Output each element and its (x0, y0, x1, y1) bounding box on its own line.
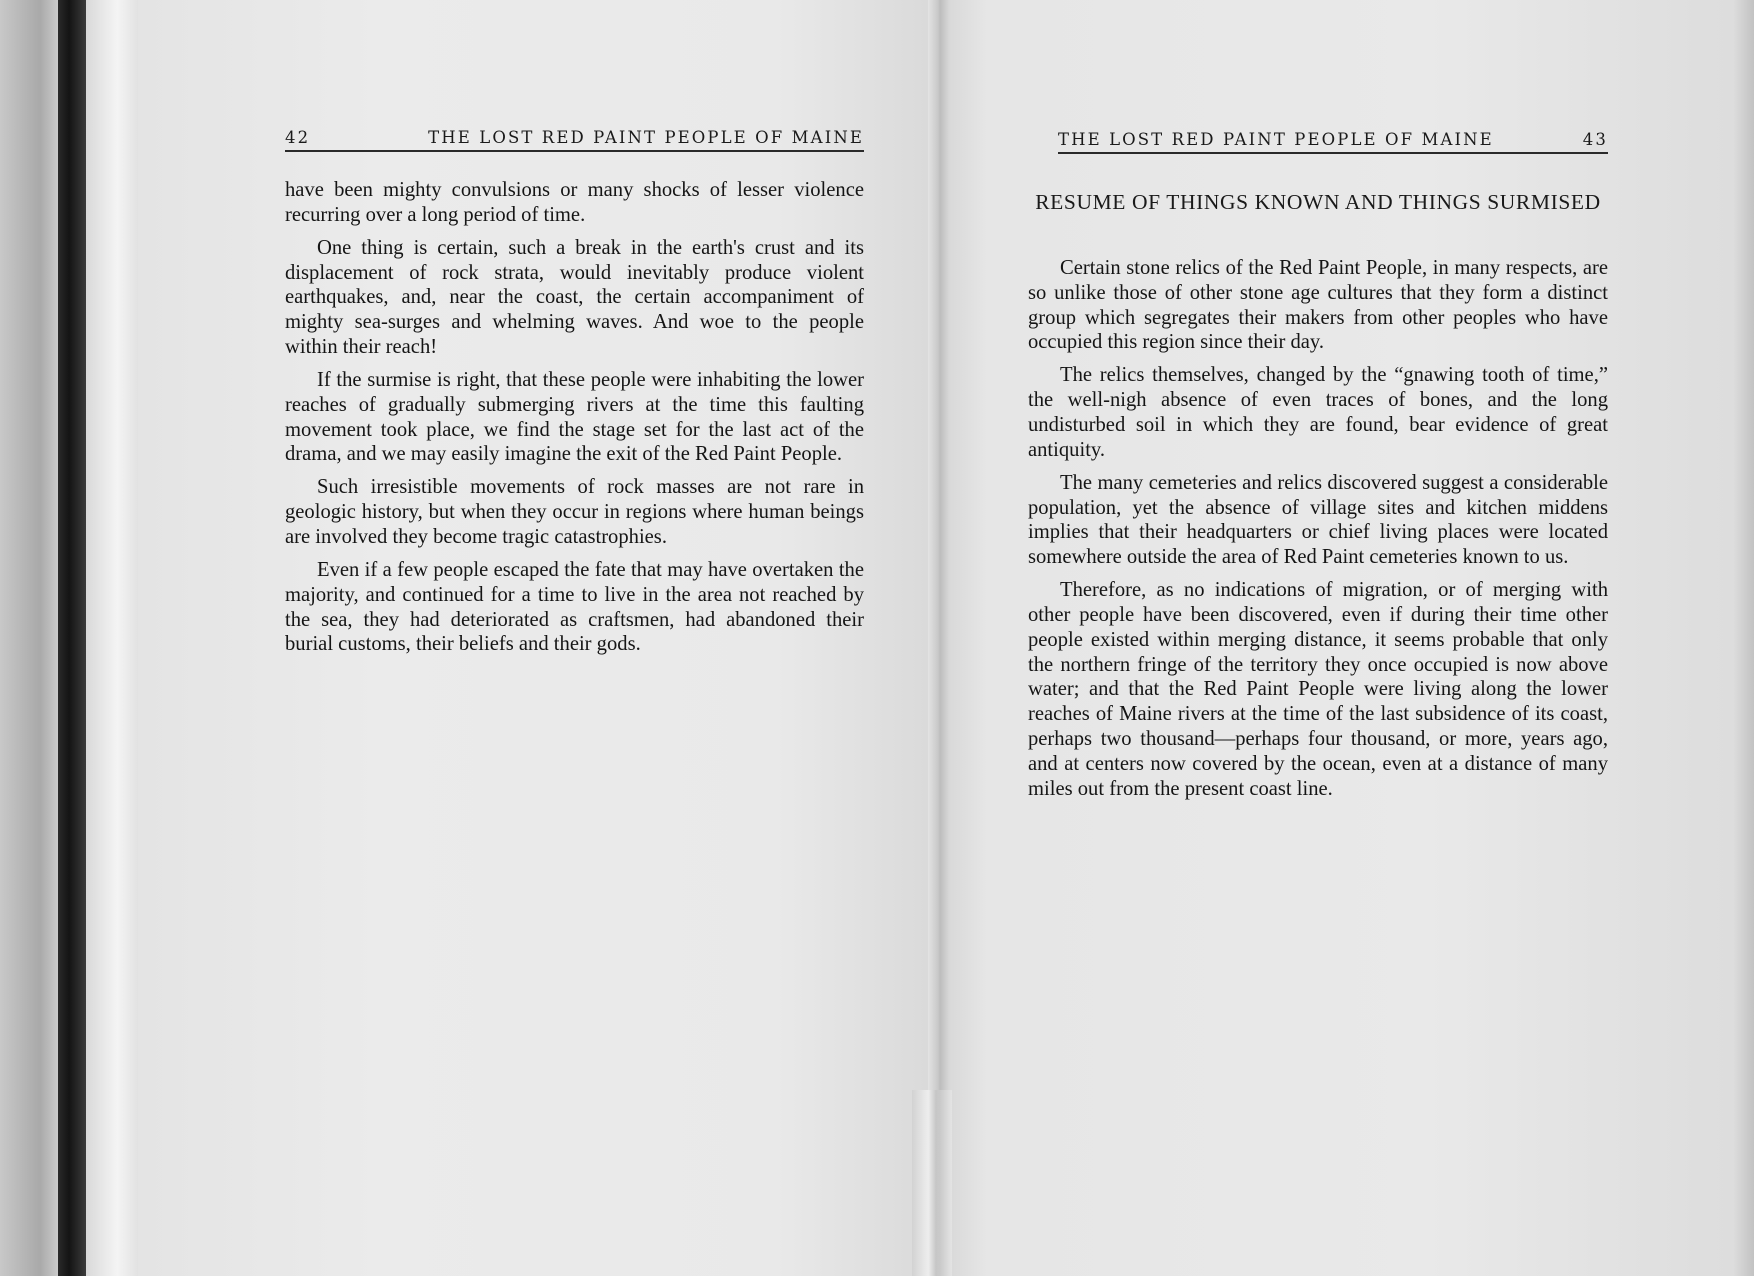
book-gutter (928, 0, 950, 1276)
right-paragraph-4: Therefore, as no indications of migration, or of merging with other people have been discovered, even if during their time other people existed within merging distance, it seems probable that only the northern fringe of the territory they once occupied is now above water; and that the Red Paint People were living along the lower reaches of Maine rivers at the time of the last subsidence of its coast, perhaps two thousand—perhaps four thousand, or more, years ago, and at centers now covered by the ocean, even at a distance of many miles out from the present coast line. (1028, 579, 1608, 800)
right-running-header (1058, 130, 1608, 154)
right-page-body (1028, 256, 1608, 809)
left-paragraph-5: Even if a few people escaped the fate that may have overtaken the majority, and continued for a time to live in the area not reached by the sea, they had deteriorated as craftsmen, had abandoned their burial customs, their beliefs and their gods. (285, 558, 864, 656)
right-paragraph-1: Certain stone relics of the Red Paint People, in many respects, are so unlike those of other stone age cultures that they form a distinct group which segregates their makers from other peoples who have occupied this region since their day. (1028, 257, 1608, 354)
right-running-title: THE LOST RED PAINT PEOPLE OF MAINE (1058, 130, 1494, 149)
left-running-header (285, 128, 864, 152)
left-paragraph-1: have been mighty convulsions or many shocks of lesser violence recurring over a long period of time. (285, 179, 864, 226)
left-page-body (285, 178, 864, 665)
binding-shadow (58, 0, 86, 1276)
section-title: RESUME OF THINGS KNOWN AND THINGS SURMISED (1035, 190, 1601, 214)
left-paragraph-4: Such irresistible movements of rock masses are not rare in geologic history, but when they occur in regions where human beings are involved they become tragic catastrophies. (285, 476, 864, 548)
right-paragraph-2: The relics themselves, changed by the “gnawing tooth of time,” the well-nigh absence of even traces of bones, and the long undisturbed soil in which they are found, bear evidence of great antiquity. (1028, 364, 1608, 461)
binding-edge (86, 0, 138, 1276)
right-page-edge (1734, 0, 1754, 1276)
left-paragraph-3: If the surmise is right, that these people were inhabiting the lower reaches of gradually submerging rivers at the time this faulting movement took place, we find the stage set for the last act of the drama, and we may easily imagine the exit of the Red Paint People. (285, 368, 864, 466)
torn-gutter-paper (912, 1090, 952, 1276)
right-paragraph-3: The many cemeteries and relics discovered suggest a considerable population, yet the absence of village sites and kitchen middens implies that their headquarters or chief living places were located somewhere outside the area of Red Paint cemeteries known to us. (1028, 471, 1608, 569)
left-paragraph-2: One thing is certain, such a break in the earth's crust and its displacement of rock strata, would inevitably produce violent earthquakes, and, near the coast, the certain accompaniment of mighty sea-surges and whelming waves. And woe to the people within their reach! (285, 236, 864, 358)
left-running-title: THE LOST RED PAINT PEOPLE OF MAINE (428, 128, 864, 147)
left-page-number: 42 (285, 128, 311, 147)
right-page-number: 43 (1582, 130, 1608, 149)
